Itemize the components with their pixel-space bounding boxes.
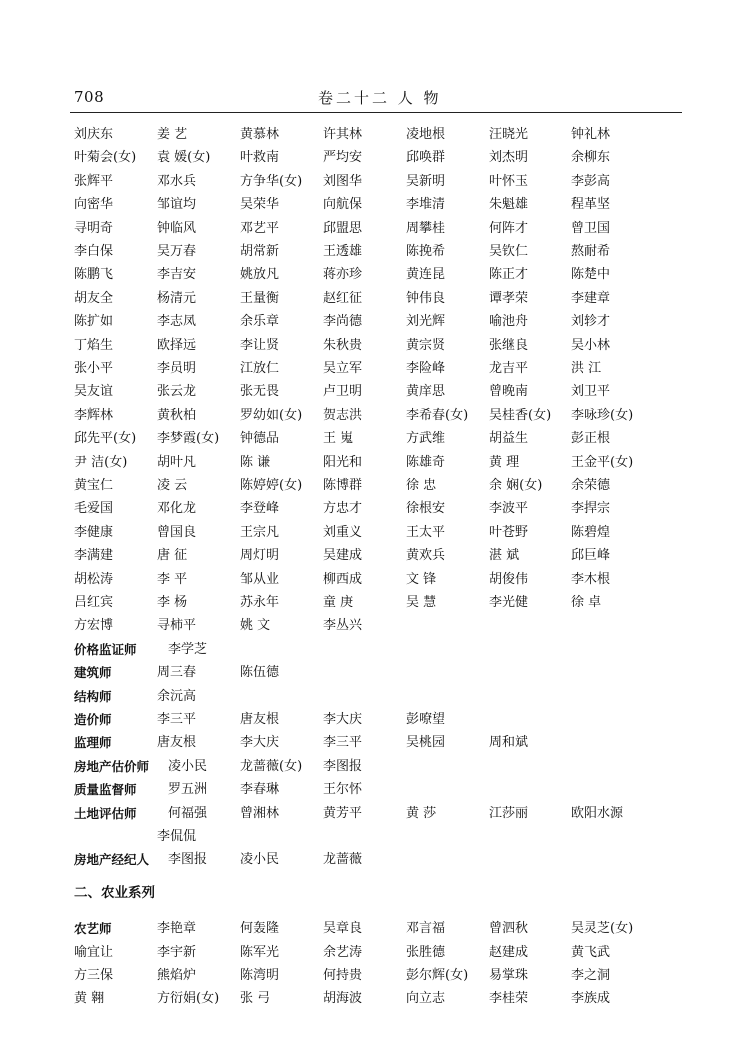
- name-entry: 李志凤: [157, 314, 197, 330]
- name-entry: 寻柿平: [157, 618, 197, 634]
- name-entry: 朱魁雄: [489, 197, 529, 213]
- name-entry: 吴荣华: [240, 197, 280, 213]
- name-entry: 刘轸才: [571, 314, 611, 330]
- name-entry: 李满建: [74, 548, 114, 564]
- name-entry: 黄 理: [489, 454, 520, 470]
- name-entry: 余 娴(女): [489, 478, 543, 493]
- name-entry: 李 平: [157, 571, 188, 587]
- name-entry: 黄欢兵: [406, 548, 446, 564]
- name-entry: 吕红宾: [74, 595, 114, 610]
- name-entry: 丁焰生: [74, 337, 114, 353]
- name-entry: 杨清元: [157, 290, 197, 306]
- name-entry: 李让贤: [240, 337, 280, 353]
- list-row: [0, 569, 750, 591]
- name-entry: 邱巨峰: [571, 548, 611, 564]
- list-row: [0, 171, 750, 193]
- name-entry: 邓艺平: [240, 220, 280, 236]
- list-row: [0, 988, 750, 1010]
- name-entry: 王宗凡: [240, 524, 280, 540]
- name-entry: 叶菊会(女): [74, 150, 137, 166]
- name-entry: 陈湾明: [240, 968, 280, 983]
- name-entry: 汪晓光: [489, 127, 529, 142]
- list-row: [0, 918, 750, 940]
- name-entry: 喻池舟: [489, 314, 529, 330]
- name-entry: 陈博群: [323, 478, 363, 493]
- name-entry: 陈伍德: [240, 665, 280, 681]
- list-row: [0, 709, 750, 731]
- name-entry: 邹从业: [240, 571, 280, 587]
- name-entry: 何轰隆: [240, 921, 280, 937]
- title-label: 建筑师: [74, 665, 112, 681]
- name-entry: 王透雄: [323, 244, 363, 259]
- name-entry: 李彭高: [571, 173, 611, 189]
- name-entry: 方三保: [74, 968, 114, 983]
- list-row: [0, 452, 750, 474]
- name-entry: 李咏珍(女): [571, 407, 634, 423]
- name-entry: 蒋亦珍: [323, 267, 363, 283]
- name-entry: 刘杰明: [489, 150, 529, 166]
- name-entry: 陈鹏飞: [74, 267, 114, 283]
- name-entry: 凌小民: [240, 852, 280, 868]
- list-row: [0, 264, 750, 286]
- name-entry: 向航保: [323, 197, 363, 213]
- name-entry: 罗五洲: [168, 782, 208, 798]
- name-entry: 程革坚: [571, 197, 611, 213]
- name-entry: 钟德品: [240, 431, 280, 447]
- list-row: [0, 686, 750, 708]
- list-row: [0, 662, 750, 684]
- name-entry: 何阵才: [489, 220, 529, 236]
- name-entry: 唐 征: [157, 548, 188, 564]
- name-entry: 李建章: [571, 290, 611, 306]
- name-entry: 吴钦仁: [489, 244, 529, 259]
- name-entry: 袁 媛(女): [157, 150, 211, 166]
- name-entry: 胡俊伟: [489, 571, 529, 587]
- name-entry: 罗幼如(女): [240, 407, 303, 423]
- name-entry: 李族成: [571, 991, 611, 1007]
- name-entry: 李三平: [157, 712, 197, 727]
- name-entry: 吴小林: [571, 337, 611, 353]
- name-entry: 邓言福: [406, 921, 446, 937]
- name-entry: 黄芳平: [323, 805, 363, 821]
- list-row: [0, 803, 750, 825]
- name-entry: 周灯明: [240, 548, 280, 564]
- name-entry: 黄宗贤: [406, 337, 446, 353]
- name-entry: 黄 翱: [74, 991, 105, 1007]
- name-entry: 熊焰炉: [157, 968, 197, 983]
- name-entry: 李健康: [74, 524, 114, 540]
- name-entry: 吴立军: [323, 361, 363, 376]
- name-entry: 黄连昆: [406, 267, 446, 283]
- name-entry: 刘卫平: [571, 384, 611, 400]
- name-entry: 黄庠思: [406, 384, 446, 400]
- name-entry: 李宇新: [157, 944, 197, 960]
- name-entry: 张辉平: [74, 173, 114, 189]
- name-entry: 朱秋贵: [323, 337, 363, 353]
- page-header: [70, 86, 682, 110]
- name-entry: 李春琳: [240, 782, 280, 798]
- name-entry: 李学芝: [168, 641, 208, 657]
- name-entry: 胡海波: [323, 991, 363, 1007]
- name-entry: 胡友全: [74, 290, 114, 306]
- name-entry: 钟伟良: [406, 290, 446, 306]
- name-entry: 余乐章: [240, 314, 280, 330]
- name-entry: 李木根: [571, 571, 611, 587]
- name-entry: 张云龙: [157, 384, 197, 400]
- title-label: 结构师: [74, 688, 112, 704]
- name-entry: 陈军光: [240, 944, 280, 960]
- name-entry: 方宏博: [74, 618, 114, 634]
- name-entry: 凌小民: [168, 758, 208, 774]
- name-entry: 谭孝荣: [489, 290, 529, 306]
- name-entry: 徐根安: [406, 501, 446, 517]
- name-entry: 陈楚中: [571, 267, 611, 283]
- name-entry: 李白保: [74, 244, 114, 259]
- name-entry: 毛爱国: [74, 501, 114, 517]
- name-entry: 李登峰: [240, 501, 280, 517]
- name-entry: 彭正根: [571, 431, 611, 447]
- title-label: 监理师: [74, 735, 112, 751]
- name-entry: 陈雄奇: [406, 454, 446, 470]
- name-entry: 文 锋: [406, 571, 437, 587]
- name-entry: 李图报: [168, 852, 208, 868]
- name-entry: 王尔怀: [323, 782, 363, 798]
- name-entry: 邱先平(女): [74, 431, 137, 447]
- name-entry: 方衍娟(女): [157, 991, 220, 1007]
- name-entry: 王太平: [406, 524, 446, 540]
- name-entry: 周和斌: [489, 735, 529, 751]
- title-label: 质量监督师: [74, 782, 137, 798]
- name-entry: 李尚德: [323, 314, 363, 330]
- list-row: [0, 779, 750, 801]
- name-entry: 胡叶凡: [157, 454, 197, 470]
- list-row: [0, 965, 750, 987]
- name-entry: 余柳东: [571, 150, 611, 166]
- name-entry: 方忠才: [323, 501, 363, 517]
- list-row: [0, 475, 750, 497]
- name-entry: 叶苍野: [489, 524, 529, 540]
- list-row: [0, 756, 750, 778]
- name-entry: 张继良: [489, 337, 529, 353]
- name-entry: 吴万春: [157, 244, 197, 259]
- name-entry: 姚放凡: [240, 267, 280, 283]
- name-entry: 吴桂香(女): [489, 407, 552, 423]
- list-row: [0, 405, 750, 427]
- name-entry: 龙蔷薇(女): [240, 758, 303, 774]
- name-entry: 赵建成: [489, 944, 529, 960]
- list-row: [0, 241, 750, 263]
- name-entry: 叶救南: [240, 150, 280, 166]
- name-entry: 曾国良: [157, 524, 197, 540]
- name-entry: 李捍宗: [571, 501, 611, 517]
- name-entry: 阳光和: [323, 454, 363, 470]
- name-entry: 刘重义: [323, 524, 363, 540]
- name-entry: 李希春(女): [406, 407, 469, 423]
- list-row: [0, 358, 750, 380]
- name-entry: 王量衡: [240, 290, 280, 306]
- title-label: 价格监证师: [74, 641, 137, 657]
- name-entry: 叶怀玉: [489, 173, 529, 189]
- title-label: 农艺师: [74, 921, 112, 937]
- name-entry: 龙蔷薇: [323, 852, 363, 868]
- name-entry: 李大庆: [323, 712, 363, 727]
- name-entry: 钟临风: [157, 220, 197, 236]
- name-entry: 姚 文: [240, 618, 271, 634]
- header-rule: [70, 112, 682, 113]
- name-entry: 周攀桂: [406, 220, 446, 236]
- name-entry: 邱盟思: [323, 220, 363, 236]
- name-entry: 李险峰: [406, 361, 446, 376]
- name-entry: 刘光辉: [406, 314, 446, 330]
- title-label: 造价师: [74, 712, 112, 727]
- name-entry: 吴灵芝(女): [571, 921, 634, 937]
- name-entry: 李三平: [323, 735, 363, 751]
- name-entry: 黄宝仁: [74, 478, 114, 493]
- name-entry: 严均安: [323, 150, 363, 166]
- title-label: 土地评估师: [74, 805, 137, 821]
- name-entry: 李辉林: [74, 407, 114, 423]
- name-entry: 吴友谊: [74, 384, 114, 400]
- name-entry: 吴建成: [323, 548, 363, 564]
- name-entry: 陈挽希: [406, 244, 446, 259]
- name-entry: 余荣德: [571, 478, 611, 493]
- name-entry: 张小平: [74, 361, 114, 376]
- name-entry: 洪 江: [571, 361, 602, 376]
- name-entry: 李艳章: [157, 921, 197, 937]
- name-entry: 胡常新: [240, 244, 280, 259]
- name-entry: 陈正才: [489, 267, 529, 283]
- name-entry: 邱唤群: [406, 150, 446, 166]
- name-entry: 黄秋柏: [157, 407, 197, 423]
- name-entry: 王 嵬: [323, 431, 354, 447]
- name-entry: 李桂荣: [489, 991, 529, 1007]
- name-entry: 李吉安: [157, 267, 197, 283]
- name-entry: 刘庆东: [74, 127, 114, 142]
- name-entry: 曾湘林: [240, 805, 280, 821]
- name-entry: 吴新明: [406, 173, 446, 189]
- title-label: 房地产估价师: [74, 758, 150, 774]
- name-entry: 李堆清: [406, 197, 446, 213]
- name-entry: 易掌珠: [489, 968, 529, 983]
- list-row: [0, 124, 750, 146]
- name-entry: 邹谊均: [157, 197, 197, 213]
- name-entry: 方武维: [406, 431, 446, 447]
- name-entry: 李大庆: [240, 735, 280, 751]
- name-entry: 赵红征: [323, 290, 363, 306]
- name-entry: 欧阳水源: [571, 805, 624, 821]
- name-entry: 凌地根: [406, 127, 446, 142]
- name-entry: 曾晚南: [489, 384, 529, 400]
- name-entry: 张无畏: [240, 384, 280, 400]
- name-entry: 李波平: [489, 501, 529, 517]
- name-entry: 李丛兴: [323, 618, 363, 634]
- list-row: [0, 826, 750, 848]
- name-entry: 向密华: [74, 197, 114, 213]
- name-entry: 唐友根: [157, 735, 197, 751]
- list-row: [0, 288, 750, 310]
- name-entry: 寻明奇: [74, 220, 114, 236]
- list-row: [0, 147, 750, 169]
- list-row: [0, 592, 750, 614]
- name-entry: 李侃侃: [157, 829, 197, 844]
- list-row: [0, 639, 750, 661]
- name-entry: 欧择远: [157, 337, 197, 353]
- name-entry: 吴章良: [323, 921, 363, 937]
- list-row: [0, 942, 750, 964]
- name-entry: 许其林: [323, 127, 363, 142]
- name-entry: 曾泗秋: [489, 921, 529, 937]
- name-entry: 江莎丽: [489, 805, 529, 821]
- name-entry: 李之洞: [571, 968, 611, 983]
- name-entry: 贺志洪: [323, 407, 363, 423]
- name-entry: 刘图华: [323, 173, 363, 189]
- name-entry: 周三春: [157, 665, 197, 681]
- name-entry: 龙吉平: [489, 361, 529, 376]
- name-entry: 胡松涛: [74, 571, 114, 587]
- name-entry: 黄慕林: [240, 127, 280, 142]
- name-entry: 李光健: [489, 595, 529, 610]
- name-entry: 柳西成: [323, 571, 363, 587]
- list-row: [0, 194, 750, 216]
- name-entry: 黄 莎: [406, 805, 437, 821]
- name-entry: 彭尔辉(女): [406, 968, 469, 983]
- name-entry: 曾卫国: [571, 220, 611, 236]
- name-entry: 何福强: [168, 805, 208, 821]
- name-entry: 邓水兵: [157, 173, 197, 189]
- name-entry: 吴桃园: [406, 735, 446, 751]
- list-row: [0, 428, 750, 450]
- list-row: [0, 522, 750, 544]
- name-entry: 吴 慧: [406, 595, 437, 610]
- list-row: [0, 381, 750, 403]
- name-entry: 熬耐希: [571, 244, 611, 259]
- name-entry: 余沅高: [157, 688, 197, 704]
- name-entry: 邓化龙: [157, 501, 197, 517]
- name-entry: 陈婷婷(女): [240, 478, 303, 493]
- list-row: [0, 311, 750, 333]
- name-entry: 张 弓: [240, 991, 271, 1007]
- name-entry: 何持贵: [323, 968, 363, 983]
- name-entry: 江放仁: [240, 361, 280, 376]
- name-entry: 苏永年: [240, 595, 280, 610]
- name-entry: 李员明: [157, 361, 197, 376]
- name-entry: 陈扩如: [74, 314, 114, 330]
- name-entry: 张胜德: [406, 944, 446, 960]
- list-row: [0, 335, 750, 357]
- name-entry: 唐友根: [240, 712, 280, 727]
- section-heading: 二、农业系列: [74, 884, 155, 901]
- name-entry: 李梦霞(女): [157, 431, 220, 447]
- name-entry: 卢卫明: [323, 384, 363, 400]
- chapter-title: 卷二十二 人 物: [318, 89, 442, 107]
- list-row: [0, 615, 750, 637]
- name-entry: 陈碧煌: [571, 524, 611, 540]
- name-entry: 尹 洁(女): [74, 454, 128, 470]
- list-row: [0, 545, 750, 567]
- name-entry: 向立志: [406, 991, 446, 1007]
- name-entry: 凌 云: [157, 478, 188, 493]
- name-entry: 徐 忠: [406, 478, 437, 493]
- page-number: 708: [74, 88, 105, 106]
- name-entry: 王金平(女): [571, 454, 634, 470]
- name-entry: 黄飞武: [571, 944, 611, 960]
- name-entry: 姜 艺: [157, 127, 188, 142]
- list-row: [0, 498, 750, 520]
- name-entry: 彭嘹望: [406, 712, 446, 727]
- list-row: [0, 849, 750, 871]
- name-entry: 陈 谦: [240, 454, 271, 470]
- name-entry: 余艺涛: [323, 944, 363, 960]
- title-label: 房地产经纪人: [74, 852, 150, 868]
- list-row: [0, 732, 750, 754]
- name-entry: 李图报: [323, 758, 363, 774]
- name-entry: 钟礼林: [571, 127, 611, 142]
- list-row: [0, 218, 750, 240]
- name-entry: 胡益生: [489, 431, 529, 447]
- name-entry: 湛 斌: [489, 548, 520, 564]
- name-entry: 童 庚: [323, 595, 354, 610]
- name-entry: 李 杨: [157, 595, 188, 610]
- name-entry: 喻宜让: [74, 944, 114, 960]
- name-entry: 徐 卓: [571, 595, 602, 610]
- name-entry: 方争华(女): [240, 173, 303, 189]
